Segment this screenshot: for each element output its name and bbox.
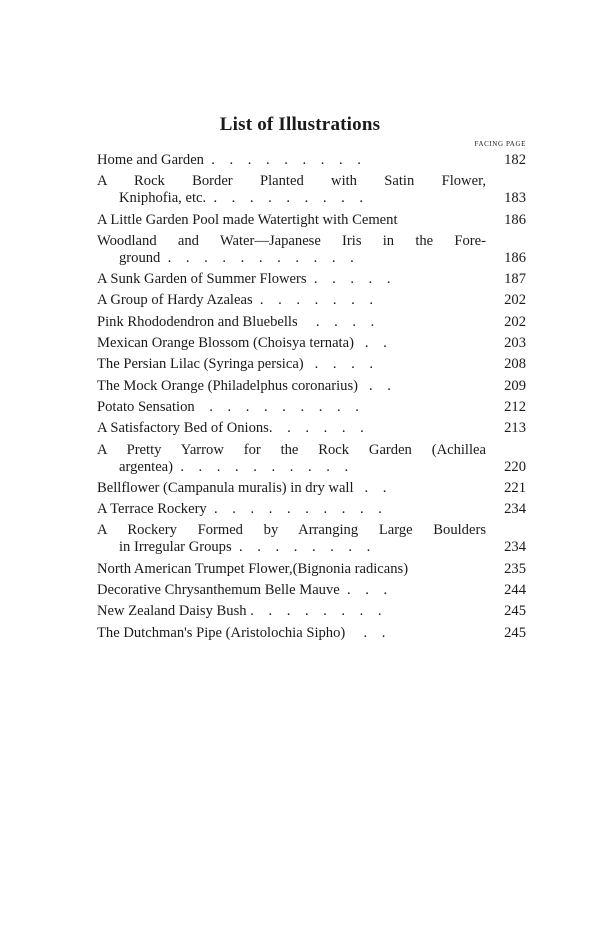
caption-row xyxy=(97,625,486,642)
page-number: 187 xyxy=(504,271,526,288)
caption-line: Bellflower (Campanula muralis) in dry wall xyxy=(97,479,354,496)
dot-leader: . . . . . . . . . xyxy=(194,398,359,415)
caption-line: Potato Sensation xyxy=(97,398,195,415)
dot-leader: . . . . . xyxy=(272,420,364,437)
caption-line: A Terrace Rockery xyxy=(97,501,207,518)
list-item xyxy=(97,212,526,229)
page-number: 220 xyxy=(504,458,526,475)
illustration-caption xyxy=(97,603,486,620)
list-item xyxy=(97,480,526,497)
caption-row xyxy=(97,399,486,416)
caption-row xyxy=(97,292,486,309)
page-number: 234 xyxy=(504,539,526,556)
illustrations-list xyxy=(97,152,526,646)
caption-row xyxy=(97,271,486,288)
dot-leader: . . . . . . . . . . xyxy=(173,458,349,475)
dot-leader: . . . . . xyxy=(306,271,391,288)
list-item xyxy=(97,335,526,352)
caption-continuation xyxy=(97,459,486,476)
caption-line: New Zealand Daisy Bush xyxy=(97,603,247,620)
illustration-caption xyxy=(97,335,486,352)
list-item xyxy=(97,233,526,267)
illustration-caption xyxy=(97,625,486,642)
illustration-caption xyxy=(97,399,486,416)
illustration-caption xyxy=(97,212,486,229)
dot-leader: . . . . . . . . . . . xyxy=(160,249,354,266)
dot-leader: . . . . xyxy=(297,313,375,330)
dot-leader: . . xyxy=(353,335,387,352)
page-number: 244 xyxy=(504,582,526,599)
caption-line: A Rockery Formed by Arranging Large Boulders xyxy=(97,522,486,539)
caption-row xyxy=(97,152,486,169)
caption-line: A Group of Hardy Azaleas xyxy=(97,292,253,309)
dot-leader: . . . xyxy=(339,582,388,599)
dot-leader: . . . . . . . . . . xyxy=(206,501,382,518)
page-number: 182 xyxy=(504,152,526,168)
caption-line: Woodland and Water—Japanese Iris in the Fore- xyxy=(97,232,486,249)
caption-line: Kniphofia, etc. xyxy=(119,190,207,207)
dot-leader: . . xyxy=(345,624,386,641)
list-item xyxy=(97,152,526,169)
illustration-caption xyxy=(97,522,486,556)
illustration-caption xyxy=(97,582,486,599)
caption-continuation xyxy=(97,250,486,267)
page-number: 221 xyxy=(504,479,526,496)
illustration-caption xyxy=(97,420,486,437)
list-item xyxy=(97,522,526,556)
page-number: 213 xyxy=(504,420,526,437)
page-number: 212 xyxy=(504,398,526,415)
caption-continuation xyxy=(97,190,486,207)
page-number: 209 xyxy=(504,377,526,394)
dot-leader: . . . . xyxy=(303,356,373,373)
page-number: 186 xyxy=(504,211,526,228)
list-item xyxy=(97,292,526,309)
caption-row xyxy=(97,582,486,599)
caption-line: Pink Rhododendron and Bluebells xyxy=(97,313,298,330)
caption-line: The Dutchman's Pipe (Aristolochia Sipho) xyxy=(97,624,346,641)
illustration-caption xyxy=(97,314,486,331)
list-item xyxy=(97,271,526,288)
page-number: 234 xyxy=(504,501,526,518)
caption-line: ground xyxy=(119,249,161,266)
dot-leader: . . xyxy=(358,377,391,394)
list-item xyxy=(97,582,526,599)
caption-line: The Mock Orange (Philadelphus coronarius) xyxy=(97,377,358,394)
dot-leader: . . . . . . . . xyxy=(246,603,382,620)
illustration-caption xyxy=(97,501,486,518)
illustration-caption xyxy=(97,152,486,169)
illustration-caption xyxy=(97,561,486,578)
illustration-caption xyxy=(97,442,486,476)
caption-line: Mexican Orange Blossom (Choisya ternata) xyxy=(97,335,354,352)
page-number: 202 xyxy=(504,313,526,330)
dot-leader: . . . . . . . . . xyxy=(203,152,361,168)
caption-line: Home and Garden xyxy=(97,152,204,168)
page-number: 245 xyxy=(504,603,526,620)
dot-leader: . . . . . . . xyxy=(252,292,374,309)
list-item xyxy=(97,173,526,207)
list-item xyxy=(97,314,526,331)
caption-row xyxy=(97,501,486,518)
dot-leader: . . xyxy=(353,479,387,496)
caption-row xyxy=(97,561,486,578)
page-number: 208 xyxy=(504,356,526,373)
dot-leader: . . . . . . . . xyxy=(231,539,371,556)
column-header-facing-page: FACING PAGE xyxy=(474,140,526,148)
list-item xyxy=(97,378,526,395)
list-item xyxy=(97,442,526,476)
illustration-caption xyxy=(97,271,486,288)
caption-row xyxy=(97,356,486,373)
caption-line: A Satisfactory Bed of Onions. xyxy=(97,420,273,437)
caption-line: A Pretty Yarrow for the Rock Garden (Achillea xyxy=(97,441,486,458)
page-number: 203 xyxy=(504,335,526,352)
caption-row xyxy=(97,603,486,620)
caption-row xyxy=(97,480,486,497)
caption-row xyxy=(97,335,486,352)
caption-line: Decorative Chrysanthemum Belle Mauve xyxy=(97,582,340,599)
caption-line: argentea) xyxy=(119,458,174,475)
list-item xyxy=(97,420,526,437)
caption-row xyxy=(97,212,486,229)
page-title: List of Illustrations xyxy=(219,114,381,135)
page-number: 183 xyxy=(504,190,526,207)
caption-row xyxy=(97,314,486,331)
caption-line: A Sunk Garden of Summer Flowers xyxy=(97,271,307,288)
caption-row xyxy=(97,378,486,395)
illustration-caption xyxy=(97,378,486,395)
page-number: 235 xyxy=(504,560,526,577)
list-item xyxy=(97,625,526,642)
caption-line: North American Trumpet Flower,(Bignonia radicans) xyxy=(97,560,409,577)
illustration-caption xyxy=(97,356,486,373)
list-item xyxy=(97,603,526,620)
list-item xyxy=(97,561,526,578)
illustration-caption xyxy=(97,480,486,497)
illustration-caption xyxy=(97,173,486,207)
caption-line: A Little Garden Pool made Watertight with Cement xyxy=(97,211,398,228)
list-item xyxy=(97,399,526,416)
list-item xyxy=(97,501,526,518)
list-item xyxy=(97,356,526,373)
page-number: 186 xyxy=(504,249,526,266)
illustration-caption xyxy=(97,292,486,309)
caption-row xyxy=(97,420,486,437)
caption-continuation xyxy=(97,539,486,556)
page-number: 245 xyxy=(504,624,526,641)
page-number: 202 xyxy=(504,292,526,309)
dot-leader: . . . . . . . . . xyxy=(206,190,364,207)
caption-line: The Persian Lilac (Syringa persica) xyxy=(97,356,304,373)
caption-line: in Irregular Groups xyxy=(119,539,232,556)
caption-line: A Rock Border Planted with Satin Flower, xyxy=(97,173,486,190)
illustration-caption xyxy=(97,233,486,267)
